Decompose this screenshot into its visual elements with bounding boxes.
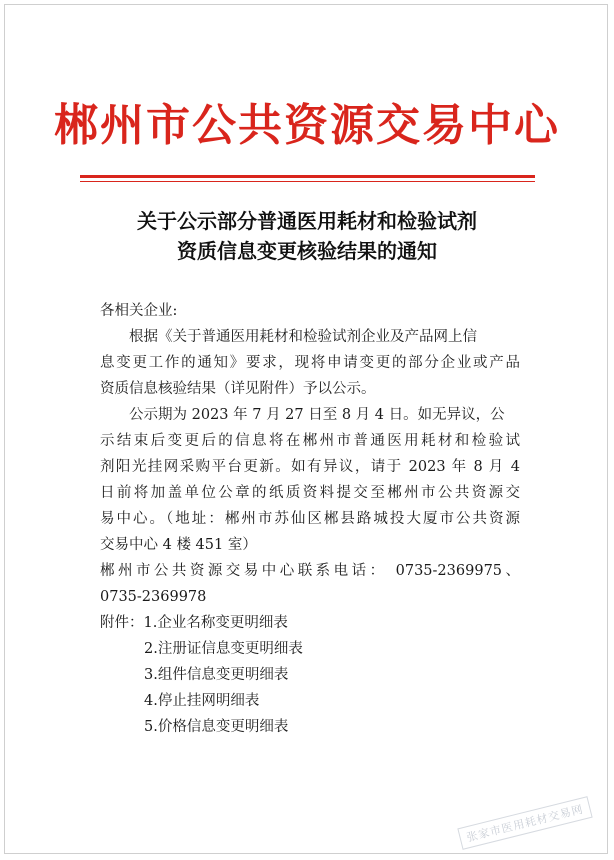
org-header-title: 郴州市公共资源交易中心	[54, 100, 560, 151]
paragraph-2-line-3: 剂阳光挂网采购平台更新。如有异议，请于 2023 年 8 月 4	[100, 459, 520, 475]
contact-line-1: 郴州市公共资源交易中心联系电话： 0735-2369975、	[100, 563, 520, 579]
salutation: 各相关企业:	[100, 303, 178, 319]
paragraph-1-line-2: 息变更工作的通知》要求，现将申请变更的部分企业或产品	[100, 355, 520, 371]
paragraph-1-line-3: 资质信息核验结果（详见附件）予以公示。	[100, 381, 376, 397]
notice-title-line-1: 关于公示部分普通医用耗材和检验试剂	[137, 209, 477, 233]
notice-title-line-2: 资质信息变更核验结果的通知	[177, 239, 437, 263]
paragraph-2-line-2: 示结束后变更后的信息将在郴州市普通医用耗材和检验试	[100, 433, 520, 449]
notice-title	[0, 206, 614, 266]
paragraph-1-line-1: 根据《关于普通医用耗材和检验试剂企业及产品网上信	[129, 329, 477, 345]
notice-body	[100, 298, 520, 740]
paragraph-2-line-1: 公示期为 2023 年 7 月 27 日至 8 月 4 日。如无异议，公	[129, 407, 505, 423]
attachment-item: 3.组件信息变更明细表	[144, 667, 289, 683]
attachment-item: 1.企业名称变更明细表	[143, 615, 288, 631]
attachment-item: 2.注册证信息变更明细表	[144, 641, 303, 657]
attachments-label: 附件：	[100, 615, 144, 631]
attachments-list	[100, 610, 520, 636]
paragraph-2-line-5: 易中心。（地址：郴州市苏仙区郴县路城投大厦市公共资源	[100, 511, 520, 527]
paragraph-2-line-4: 日前将加盖单位公章的纸质资料提交至郴州市公共资源交	[100, 485, 520, 501]
attachment-item: 4.停止挂网明细表	[144, 693, 260, 709]
paragraph-2-line-6: 交易中心 4 楼 451 室）	[100, 537, 257, 553]
header-rule-thick	[80, 175, 535, 178]
header-rule-thin	[80, 181, 535, 182]
watermark: 张家市医用耗材交易网	[457, 796, 592, 850]
contact-line-2: 0735-2369978	[100, 589, 207, 605]
attachment-item: 5.价格信息变更明细表	[144, 719, 289, 735]
